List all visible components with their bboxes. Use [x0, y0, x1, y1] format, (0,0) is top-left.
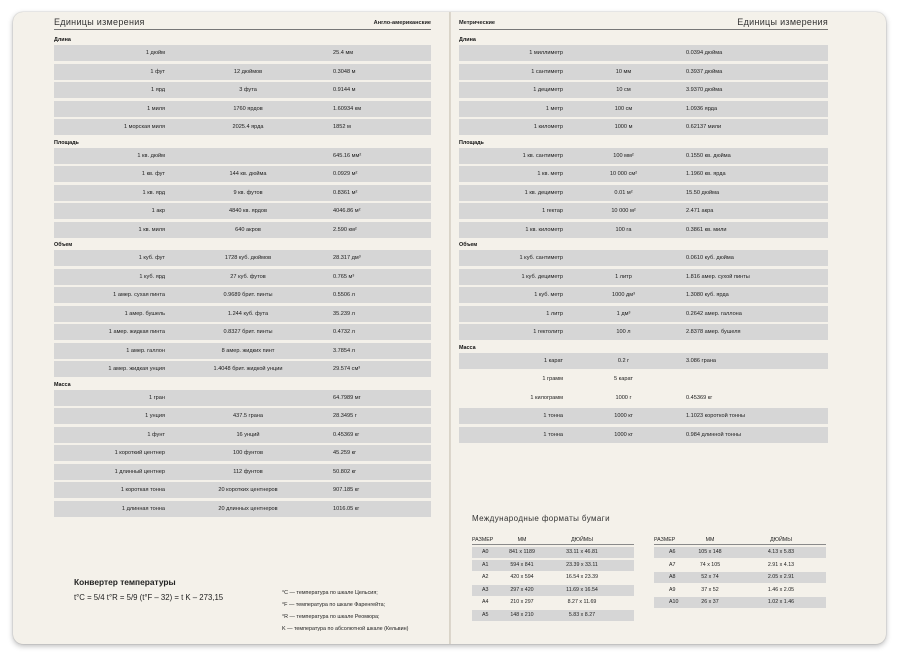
- unit-equivalent: 1760 ярдов: [233, 105, 263, 112]
- table-row: [54, 482, 431, 498]
- unit-equivalent: 20 коротких центнеров: [218, 487, 278, 493]
- unit-name: 1 амер. галлон: [126, 347, 165, 354]
- paper-mm: 210 x 297: [510, 599, 534, 605]
- unit-conversion: 0.9144 м: [333, 87, 356, 93]
- unit-equivalent: 100 л: [616, 329, 631, 335]
- paper-format-row: [472, 597, 634, 608]
- unit-name: 1 амер. жидкая пинта: [108, 329, 165, 335]
- unit-name: 1 килограмм: [530, 394, 563, 401]
- header-size: РАЗМЕР: [654, 537, 676, 543]
- table-row: [459, 203, 828, 219]
- unit-equivalent: 10 см: [616, 87, 631, 93]
- paper-mm: 52 x 74: [701, 574, 719, 580]
- paper-size: А6: [669, 549, 676, 555]
- unit-conversion: 29.574 см³: [333, 366, 361, 372]
- legend-celsius: °C — температура по шкале Цельсия;: [282, 590, 378, 596]
- paper-format-row: [654, 585, 826, 596]
- table-row: [459, 427, 828, 443]
- paper-table-header: [472, 535, 634, 545]
- left-unit-tables: [54, 35, 431, 517]
- paper-formats-table-2: [654, 535, 826, 610]
- unit-conversion: 1.60934 км: [333, 105, 362, 112]
- paper-mm: 420 x 594: [510, 574, 534, 580]
- paper-format-row: [472, 572, 634, 583]
- table-row: [459, 148, 828, 164]
- section-title: Площадь: [459, 139, 484, 146]
- unit-conversion: 15.50 дюйма: [686, 189, 720, 196]
- paper-format-row: [654, 597, 826, 608]
- unit-name: 1 миля: [147, 105, 165, 112]
- unit-name: 1 унция: [145, 413, 165, 419]
- unit-conversion: 2.471 акра: [686, 208, 714, 214]
- header-mm: ММ: [705, 537, 715, 543]
- section-title: Площадь: [54, 139, 79, 146]
- unit-name: 1 грамм: [542, 376, 563, 382]
- paper-inches: 33.11 x 46.81: [566, 549, 598, 555]
- paper-size: А1: [482, 561, 489, 568]
- unit-equivalent: 12 дюймов: [233, 68, 263, 75]
- unit-conversion: 0.3937 дюйма: [686, 68, 723, 75]
- unit-name: 1 дециметр: [533, 87, 563, 93]
- paper-inches: 2.91 x 4.13: [767, 561, 795, 568]
- unit-conversion: 0.8361 м²: [333, 189, 358, 196]
- table-row: [459, 408, 828, 424]
- table-row: [459, 222, 828, 238]
- paper-mm: 841 x 1189: [509, 549, 535, 555]
- table-row: [459, 64, 828, 80]
- paper-size: А2: [482, 574, 489, 580]
- unit-equivalent: 1.4048 брит. жидкой унции: [213, 366, 283, 372]
- unit-equivalent: 1000 г: [615, 394, 632, 401]
- unit-name: 1 амер. сухая пинта: [113, 292, 165, 298]
- unit-conversion: 3.7854 л: [333, 347, 355, 354]
- unit-equivalent: 100 мм²: [613, 152, 634, 159]
- unit-equivalent: 1 литр: [615, 273, 632, 280]
- paper-formats-title: Международные форматы бумаги: [472, 514, 610, 523]
- unit-name: 1 сантиметр: [531, 68, 563, 75]
- unit-name: 1 миллиметр: [529, 50, 563, 56]
- unit-conversion: 64.7989 мг: [333, 394, 361, 401]
- section-title: Длина: [459, 37, 476, 43]
- left-page-title: Единицы измерения: [54, 17, 145, 27]
- paper-inches: 1.02 x 1.46: [767, 599, 795, 605]
- unit-equivalent: 16 унций: [236, 431, 260, 438]
- table-row: [459, 166, 828, 182]
- table-row: [459, 390, 828, 406]
- unit-equivalent: 0.2 г: [617, 357, 630, 364]
- unit-name: 1 куб. ярд: [139, 273, 165, 280]
- unit-name: 1 короткий центнер: [114, 450, 165, 456]
- unit-equivalent: 10 мм: [615, 68, 632, 75]
- book-spine: [449, 12, 451, 644]
- unit-equivalent: 144 кв. дюйма: [229, 171, 267, 177]
- unit-conversion: 0.0610 куб. дюйма: [686, 255, 734, 261]
- unit-name: 1 амер. бушель: [124, 310, 165, 317]
- paper-format-row: [654, 560, 826, 571]
- unit-conversion: 50.802 кг: [333, 468, 357, 475]
- unit-equivalent: 1728 куб. дюймов: [224, 255, 272, 261]
- unit-conversion: 45.259 кг: [333, 450, 357, 456]
- section-title: Масса: [459, 344, 476, 351]
- table-row: [54, 222, 431, 238]
- unit-conversion: 3.9370 дюйма: [686, 87, 723, 93]
- unit-conversion: 0.3048 м: [333, 68, 356, 75]
- unit-name: 1 длинная тонна: [121, 505, 165, 512]
- unit-equivalent: 27 куб. футов: [230, 273, 266, 280]
- paper-mm: 594 x 841: [510, 561, 534, 568]
- table-row: [54, 203, 431, 219]
- unit-equivalent: 100 фунтов: [233, 450, 263, 456]
- unit-equivalent: 1000 кг: [614, 431, 633, 438]
- unit-equivalent: 1000 м: [614, 124, 633, 130]
- header-inches: ДЮЙМЫ: [770, 537, 792, 543]
- unit-equivalent: 4840 кв. ярдов: [229, 208, 267, 214]
- table-row: [54, 119, 431, 135]
- unit-conversion: 0.2642 амер. галлона: [686, 310, 742, 317]
- unit-equivalent: 10 000 см²: [609, 171, 638, 177]
- unit-name: 1 куб. фут: [138, 255, 165, 261]
- paper-inches: 2.05 x 2.91: [767, 574, 795, 580]
- unit-conversion: 3.086 грана: [686, 357, 717, 364]
- paper-inches: 16.54 x 23.39: [565, 574, 599, 580]
- paper-mm: 297 x 420: [510, 586, 534, 593]
- unit-name: 1 короткая тонна: [120, 487, 165, 493]
- unit-conversion: 1852 м: [333, 124, 351, 130]
- unit-equivalent: 437.5 грана: [232, 413, 263, 419]
- section-title: Длина: [54, 37, 71, 43]
- table-row: [54, 343, 431, 359]
- unit-equivalent: 100 см: [614, 105, 633, 112]
- paper-size: А7: [669, 561, 676, 568]
- unit-conversion: 1016.05 кг: [333, 505, 360, 512]
- unit-equivalent: 1000 дм³: [612, 292, 635, 298]
- paper-inches: 11.69 x 16.54: [566, 586, 598, 593]
- unit-name: 1 гектолитр: [533, 329, 563, 335]
- converter-formula: t°C = 5/4 t°R = 5/9 (t°F – 32) = t K – 273,15: [74, 593, 224, 602]
- unit-name: 1 кв. ярд: [142, 189, 165, 196]
- legend-kelvin: K — температура по абсолютной шкале (Кельвин): [282, 626, 409, 632]
- unit-conversion: 25.4 мм: [333, 50, 354, 56]
- right-page-subtitle: Метрические: [459, 20, 496, 26]
- table-row: [54, 501, 431, 517]
- unit-conversion: 28.317 дм³: [333, 255, 361, 261]
- table-row: [54, 45, 431, 61]
- unit-name: 1 кв. миля: [138, 226, 165, 233]
- unit-conversion: 0.1550 кв. дюйма: [686, 152, 731, 159]
- unit-conversion: 0.62137 мили: [686, 124, 722, 130]
- unit-equivalent: 1.244 куб. фута: [227, 310, 269, 317]
- paper-mm: 148 x 210: [510, 611, 534, 618]
- table-row: [54, 306, 431, 322]
- header-inches: ДЮЙМЫ: [571, 537, 593, 543]
- legend-fahrenheit: °F — температура по шкале Фаренгейта;: [282, 602, 386, 608]
- unit-conversion: 4046.86 м²: [333, 208, 361, 214]
- paper-inches: 4.13 x 5.83: [767, 549, 795, 555]
- unit-name: 1 дюйм: [145, 50, 165, 56]
- unit-name: 1 морская миля: [123, 124, 165, 130]
- unit-name: 1 кв. сантиметр: [522, 152, 563, 159]
- unit-name: 1 кв. дециметр: [524, 189, 563, 196]
- unit-conversion: 0.0929 м²: [333, 171, 358, 177]
- unit-equivalent: 112 фунтов: [233, 468, 263, 475]
- paper-format-row: [654, 572, 826, 583]
- paper-inches: 8.27 x 11.69: [567, 599, 597, 605]
- unit-conversion: 645.16 мм²: [333, 152, 362, 159]
- paper-size: А5: [482, 611, 489, 618]
- unit-equivalent: 1000 кг: [614, 413, 633, 419]
- table-row: [459, 45, 828, 61]
- unit-conversion: 1.0936 ярда: [686, 105, 718, 112]
- unit-conversion: 1.1023 короткой тонны: [686, 413, 746, 419]
- paper-size: А9: [669, 586, 676, 593]
- table-row: [459, 82, 828, 98]
- unit-name: 1 фут: [150, 68, 165, 75]
- unit-conversion: 0.0394 дюйма: [686, 50, 723, 56]
- unit-name: 1 акр: [151, 208, 165, 214]
- unit-conversion: 0.3861 кв. мили: [686, 226, 727, 233]
- paper-mm: 105 x 148: [698, 549, 722, 555]
- paper-format-row: [472, 585, 634, 596]
- table-row: [54, 324, 431, 340]
- right-page: [459, 14, 828, 445]
- table-row: [54, 101, 431, 117]
- table-row: [459, 324, 828, 340]
- unit-conversion: 0.45369 кг: [333, 431, 360, 438]
- table-row: [459, 371, 828, 387]
- unit-conversion: 2.590 км²: [333, 226, 357, 233]
- unit-equivalent: 640 акров: [235, 226, 261, 233]
- header-size: РАЗМЕР: [472, 537, 494, 543]
- paper-size: А10: [669, 599, 679, 605]
- unit-name: 1 километр: [533, 124, 563, 130]
- table-row: [54, 269, 431, 285]
- table-row: [54, 64, 431, 80]
- paper-format-row: [472, 547, 634, 558]
- paper-size: А8: [669, 574, 676, 580]
- unit-equivalent: 5 карат: [613, 376, 633, 382]
- table-row: [459, 250, 828, 266]
- unit-name: 1 кв. метр: [537, 171, 563, 177]
- unit-name: 1 карат: [543, 357, 563, 364]
- paper-format-row: [472, 560, 634, 571]
- unit-conversion: 0.5506 л: [333, 292, 355, 298]
- unit-conversion: 0.765 м³: [333, 273, 355, 280]
- unit-name: 1 литр: [546, 310, 563, 317]
- converter-legend: [282, 587, 442, 635]
- unit-name: 1 амер. жидкая унция: [108, 366, 165, 372]
- table-row: [459, 269, 828, 285]
- unit-equivalent: 100 га: [615, 226, 632, 233]
- unit-name: 1 метр: [545, 105, 563, 112]
- table-row: [54, 185, 431, 201]
- paper-inches: 1.46 x 2.05: [767, 586, 795, 593]
- table-row: [54, 445, 431, 461]
- unit-equivalent: 0.9689 брит. пинты: [223, 292, 273, 298]
- unit-conversion: 1.3080 куб. ярда: [686, 292, 729, 298]
- unit-conversion: 28.3495 г: [333, 413, 357, 419]
- paper-format-row: [472, 610, 634, 621]
- unit-conversion: 0.45369 кг: [686, 394, 713, 401]
- table-row: [459, 306, 828, 322]
- left-page: [54, 14, 431, 519]
- unit-name: 1 куб. метр: [534, 292, 563, 298]
- unit-name: 1 кв. дюйм: [137, 152, 165, 159]
- temperature-converter: [74, 577, 434, 632]
- table-row: [459, 287, 828, 303]
- unit-conversion: 2.8378 амер. бушеля: [686, 329, 741, 335]
- paper-inches: 23.39 x 33.11: [566, 561, 598, 568]
- right-page-header: [459, 14, 828, 30]
- unit-name: 1 куб. дециметр: [521, 273, 563, 280]
- table-row: [54, 287, 431, 303]
- table-row: [54, 250, 431, 266]
- right-page-title: Единицы измерения: [737, 17, 828, 27]
- paper-size: А0: [482, 549, 489, 555]
- paper-mm: 26 x 37: [701, 599, 719, 605]
- table-row: [54, 361, 431, 377]
- unit-name: 1 ярд: [151, 87, 165, 93]
- table-row: [54, 166, 431, 182]
- table-row: [54, 82, 431, 98]
- table-row: [54, 148, 431, 164]
- unit-equivalent: 1 дм³: [616, 310, 631, 317]
- paper-formats-table-1: [472, 535, 634, 622]
- unit-name: 1 куб. сантиметр: [519, 255, 563, 261]
- paper-size: А3: [482, 586, 489, 593]
- table-row: [54, 390, 431, 406]
- unit-equivalent: 10 000 м²: [611, 208, 636, 214]
- paper-size: А4: [482, 599, 489, 605]
- unit-equivalent: 20 длинных центнеров: [218, 505, 278, 512]
- unit-equivalent: 0.8327 брит. пинты: [223, 329, 273, 335]
- paper-mm: 74 x 105: [699, 561, 721, 568]
- unit-conversion: 0.4732 л: [333, 329, 355, 335]
- unit-conversion: 1.816 амер. сухой пинты: [686, 273, 750, 280]
- section-title: Объем: [54, 242, 73, 248]
- paper-inches: 5.83 x 8.27: [568, 611, 596, 618]
- unit-conversion: 1.1960 кв. ярда: [686, 171, 726, 177]
- header-mm: ММ: [517, 537, 527, 543]
- unit-name: 1 гран: [148, 394, 165, 401]
- paper-table-header: [654, 535, 826, 545]
- table-row: [54, 464, 431, 480]
- table-row: [459, 185, 828, 201]
- left-page-header: [54, 14, 431, 30]
- table-row: [459, 353, 828, 369]
- unit-equivalent: 3 фута: [239, 87, 257, 93]
- section-title: Объем: [459, 242, 478, 248]
- unit-name: 1 кв. фут: [141, 171, 165, 177]
- legend-reaumur: °R — температура по шкале Реомюра;: [282, 614, 380, 620]
- unit-name: 1 тонна: [543, 413, 563, 419]
- table-row: [54, 427, 431, 443]
- unit-conversion: 35.239 л: [333, 310, 355, 317]
- unit-equivalent: 0.01 м²: [614, 189, 633, 196]
- section-title: Масса: [54, 381, 71, 388]
- unit-name: 1 кв. километр: [525, 226, 563, 233]
- unit-equivalent: 2025.4 ярда: [232, 124, 264, 130]
- left-page-subtitle: Англо-американские: [373, 20, 431, 26]
- unit-name: 1 гектар: [542, 208, 563, 214]
- unit-conversion: 0.984 длинной тонны: [686, 431, 741, 438]
- unit-name: 1 тонна: [543, 431, 563, 438]
- unit-name: 1 длинный центнер: [114, 468, 165, 475]
- table-row: [459, 101, 828, 117]
- right-unit-tables: [459, 35, 828, 443]
- paper-format-row: [654, 547, 826, 558]
- unit-conversion: 907.185 кг: [333, 487, 360, 493]
- unit-name: 1 фунт: [147, 431, 165, 438]
- unit-equivalent: 9 кв. футов: [233, 189, 263, 196]
- table-row: [459, 119, 828, 135]
- table-row: [54, 408, 431, 424]
- converter-title: Конвертер температуры: [74, 577, 176, 587]
- paper-mm: 37 x 52: [701, 586, 719, 593]
- unit-equivalent: 8 амер. жидких пинт: [221, 347, 275, 354]
